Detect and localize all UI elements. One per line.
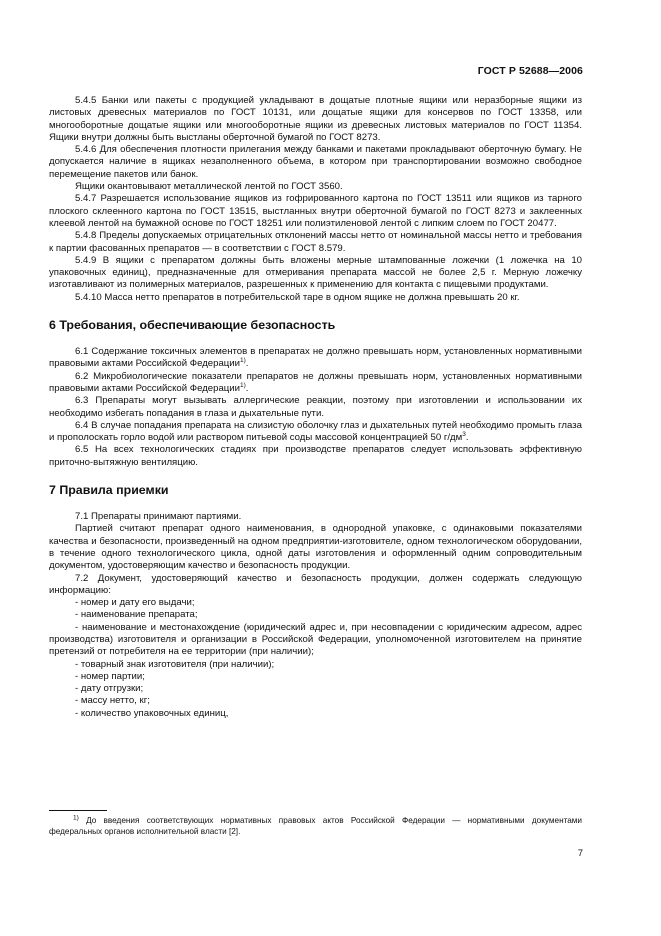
list-item: - номер и дату его выдачи; — [75, 597, 195, 609]
paragraph-7-1-batch: Партией считают препарат одного наименования, в однородной упаковке, с одинаковыми показателями качества и безопасности, произведенный на одном предприятии-изготовителе, одном технологическом оборудовании, в течение одного технологического цикла, одной даты изготовления и оформленный одним сопроводительным документом, удостоверяющим качество и безопасность продукции. — [49, 523, 582, 572]
section-6-title: 6 Требования, обеспечивающие безопасность — [49, 318, 336, 333]
paragraph-5-4-9: 5.4.9 В ящики с препаратом должны быть вложены мерные штампованные ложечки (1 ложечка на 10 упаковочных единиц), предназначенные для отмеривания препарата массой не более 2,5 г. Мерную ложечку изготавливают из полимерных материалов, разрешенных к применению для контакта с пищевыми продуктами. — [49, 254, 582, 291]
main-content — [49, 95, 582, 720]
paragraph-6-4-end: . — [465, 432, 469, 444]
paragraph-6-2-end: . — [245, 382, 249, 394]
paragraph-5-4-10: 5.4.10 Масса нетто препаратов в потребительской таре в одном ящике не должна превышать 20 кг. — [75, 291, 520, 303]
unit-superscript: 3 — [462, 430, 466, 438]
paragraph-6-5: 6.5 На всех технологических стадиях при производстве препаратов следует использовать эффективную приточно-вытяжную вентиляцию. — [49, 444, 582, 468]
section-7-title: 7 Правила приемки — [49, 483, 169, 498]
list-item: - наименование и местонахождение (юридический адрес и, при несовпадении с юридическим адресом, адрес производства) изготовителя и организации в Российской Федерации, уполномоченной изготовителем на принятие претензий от потребителя на ее территории (при наличии); — [49, 621, 582, 658]
paragraph-6-4 — [49, 420, 582, 445]
paragraph-6-1-text: 6.1 Содержание токсичных элементов в препаратах не должно превышать норм, установленных нормативными правовыми актами Российской Федерации — [49, 346, 582, 370]
footnote-ref-6-1: 1) — [240, 357, 246, 365]
footnote-mark: 1) — [73, 814, 79, 822]
page-number: 7 — [577, 848, 583, 859]
paragraph-6-1-end: . — [245, 358, 249, 370]
footnote-separator — [49, 810, 107, 811]
paragraph-6-1 — [49, 346, 582, 371]
list-item: - наименование препарата; — [75, 609, 198, 621]
document-code-header: ГОСТ Р 52688—2006 — [477, 65, 583, 77]
list-item: - дату отгрузки; — [75, 683, 144, 695]
paragraph-6-2 — [49, 371, 582, 396]
paragraph-5-4-8: 5.4.8 Пределы допускаемых отрицательных отклонений массы нетто от номинальной массы нетто и требования к партии фасованных препаратов — в соответствии с ГОСТ 8.579. — [49, 230, 582, 254]
paragraph-6-3: 6.3 Препараты могут вызывать аллергические реакции, поэтому при изготовлении и использовании их необходимо избегать попадания в глаза и дыхательные пути. — [49, 395, 582, 419]
document-info-list — [49, 597, 582, 720]
paragraph-5-4-6-banding: Ящики окантовывают металлической лентой по ГОСТ 3560. — [75, 181, 343, 193]
paragraph-7-1: 7.1 Препараты принимают партиями. — [75, 511, 242, 523]
paragraph-5-4-7: 5.4.7 Разрешается использование ящиков из гофрированного картона по ГОСТ 13511 или ящиков из тарного плоского склеенного картона по ГОСТ 13515, выстланных внутри оберточной бумагой по ГОСТ 8273 и заклеенных клеевой лентой на бумажной основе по ГОСТ 18251 или полиэтиленовой лентой с липким слоем по ГОСТ 20477. — [49, 193, 582, 229]
list-item: - номер партии; — [75, 670, 145, 682]
paragraph-6-2-text: 6.2 Микробиологические показатели препаратов не должны превышать норм, установленных нормативными правовыми актами Российской Федерации — [49, 370, 582, 394]
paragraph-6-4-text: 6.4 В случае попадания препарата на слизистую оболочку глаз и дыхательных путей необходимо промыть глаза и прополоскать горло водой или раствором питьевой соды массовой концентрацией 50 г/дм — [49, 419, 582, 444]
footnote-text: До введения соответствующих нормативных правовых актов Российской Федерации — нормативными документами федеральных органов исполнительной власти [2]. — [49, 816, 582, 836]
list-item: - массу нетто, кг; — [75, 695, 150, 707]
footnote-ref-6-2: 1) — [240, 381, 246, 389]
list-item: - товарный знак изготовителя (при наличии); — [75, 658, 275, 670]
paragraph-7-2: 7.2 Документ, удостоверяющий качество и безопасность продукции, должен содержать следующую информацию: — [49, 572, 582, 596]
paragraph-5-4-5: 5.4.5 Банки или пакеты с продукцией укладывают в дощатые плотные ящики или неразборные ящики из листовых древесных материалов по ГОСТ 10131, или дощатые ящики для консервов по ГОСТ 13358, или многооборотные дощатые ящики или многооборотные ящики из древесных листовых материалов по ГОСТ 11354. Ящики внутри должны быть выстланы оберточной бумагой по ГОСТ 8273. — [49, 95, 582, 143]
paragraph-5-4-6: 5.4.6 Для обеспечения плотности прилегания между банками и пакетами прокладывают оберточную бумагу. Не допускается наличие в ящиках незаполненного объема, в котором при транспортировании возможно свободное перемещение пакетов или банок. — [49, 144, 582, 180]
list-item: - количество упаковочных единиц, — [75, 707, 229, 719]
footnote — [49, 815, 582, 837]
